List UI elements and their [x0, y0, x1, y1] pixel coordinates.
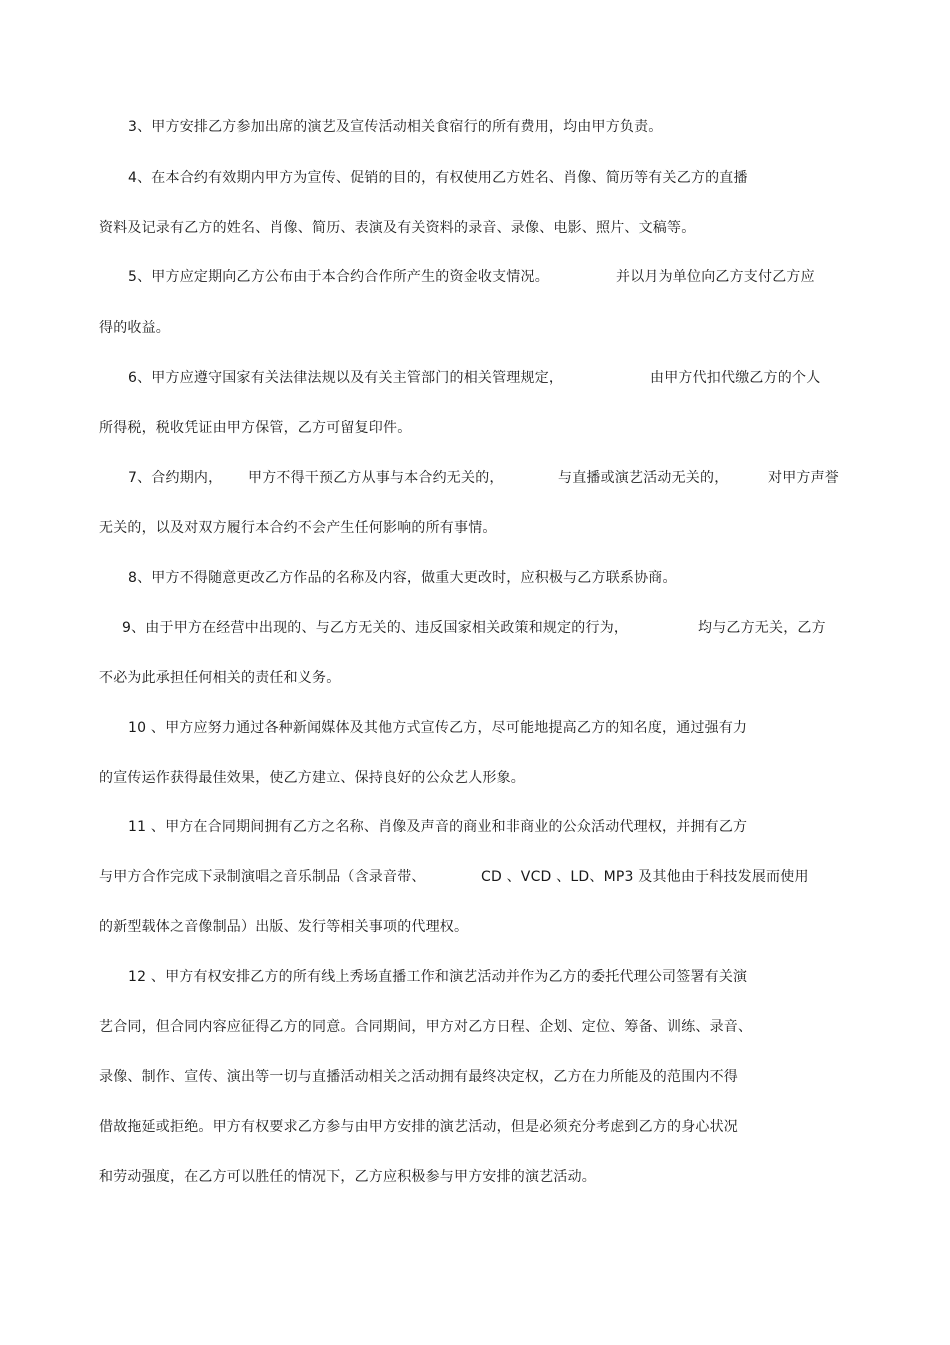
text-segment: 资料及记录有乙方的姓名、肖像、简历、表演及有关资料的录音、录像、电影、照片、文稿等。 — [99, 220, 696, 236]
text-segment: 得的收益。 — [99, 320, 170, 336]
text-segment: 11 、甲方在合同期间拥有乙方之名称、肖像及声音的商业和非商业的公众活动代理权，并拥有乙方 — [128, 819, 748, 835]
text-segment: 与直播或演艺活动无关的， — [558, 470, 729, 486]
text-segment: 无关的，以及对双方履行本合约不会产生任何影响的所有事情。 — [99, 520, 497, 536]
text-segment: 所得税，税收凭证由甲方保管，乙方可留复印件。 — [99, 420, 412, 436]
text-segment: 的新型载体之音像制品）出版、发行等相关事项的代理权。 — [99, 919, 469, 935]
text-segment: 9、由于甲方在经营中出现的、与乙方无关的、违反国家相关政策和规定的行为， — [122, 620, 629, 636]
text-segment: 5、甲方应定期向乙方公布由于本合约合作所产生的资金收支情况。 — [128, 269, 549, 285]
text-segment: 甲方不得干预乙方从事与本合约无关的， — [248, 470, 504, 486]
text-segment: 不必为此承担任何相关的责任和义务。 — [99, 670, 341, 686]
text-segment: 对甲方声誉 — [768, 470, 839, 486]
text-segment: 录像、制作、宣传、演出等一切与直播活动相关之活动拥有最终决定权，乙方在力所能及的范围内不得 — [99, 1069, 738, 1085]
text-segment: 3、甲方安排乙方参加出席的演艺及宣传活动相关食宿行的所有费用，均由甲方负责。 — [128, 119, 663, 135]
text-segment: 的宣传运作获得最佳效果，使乙方建立、保持良好的公众艺人形象。 — [99, 770, 525, 786]
text-segment: CD 、VCD 、LD、MP3 及其他由于科技发展而使用 — [481, 869, 809, 885]
text-segment: 与甲方合作完成下录制演唱之音乐制品（含录音带、 — [99, 869, 426, 885]
text-segment: 借故拖延或拒绝。甲方有权要求乙方参与由甲方安排的演艺活动，但是必须充分考虑到乙方的身心状况 — [99, 1119, 738, 1135]
text-segment: 和劳动强度，在乙方可以胜任的情况下，乙方应积极参与甲方安排的演艺活动。 — [99, 1169, 596, 1185]
text-segment: 7、合约期内， — [128, 470, 223, 486]
text-segment: 均与乙方无关，乙方 — [698, 620, 826, 636]
text-segment: 10 、甲方应努力通过各种新闻媒体及其他方式宣传乙方，尽可能地提高乙方的知名度，通过强有力 — [128, 720, 748, 736]
text-segment: 由甲方代扣代缴乙方的个人 — [650, 370, 821, 386]
text-segment: 8、甲方不得随意更改乙方作品的名称及内容，做重大更改时，应积极与乙方联系协商。 — [128, 570, 677, 586]
text-segment: 4、在本合约有效期内甲方为宣传、促销的目的，有权使用乙方姓名、肖像、简历等有关乙方的直播 — [128, 170, 748, 186]
text-segment: 6、甲方应遵守国家有关法律法规以及有关主管部门的相关管理规定， — [128, 370, 564, 386]
text-segment: 并以月为单位向乙方支付乙方应 — [616, 269, 815, 285]
text-segment: 艺合同，但合同内容应征得乙方的同意。合同期间，甲方对乙方日程、企划、定位、筹备、训练、录音、 — [99, 1019, 753, 1035]
text-segment: 12 、甲方有权安排乙方的所有线上秀场直播工作和演艺活动并作为乙方的委托代理公司签署有关演 — [128, 969, 748, 985]
